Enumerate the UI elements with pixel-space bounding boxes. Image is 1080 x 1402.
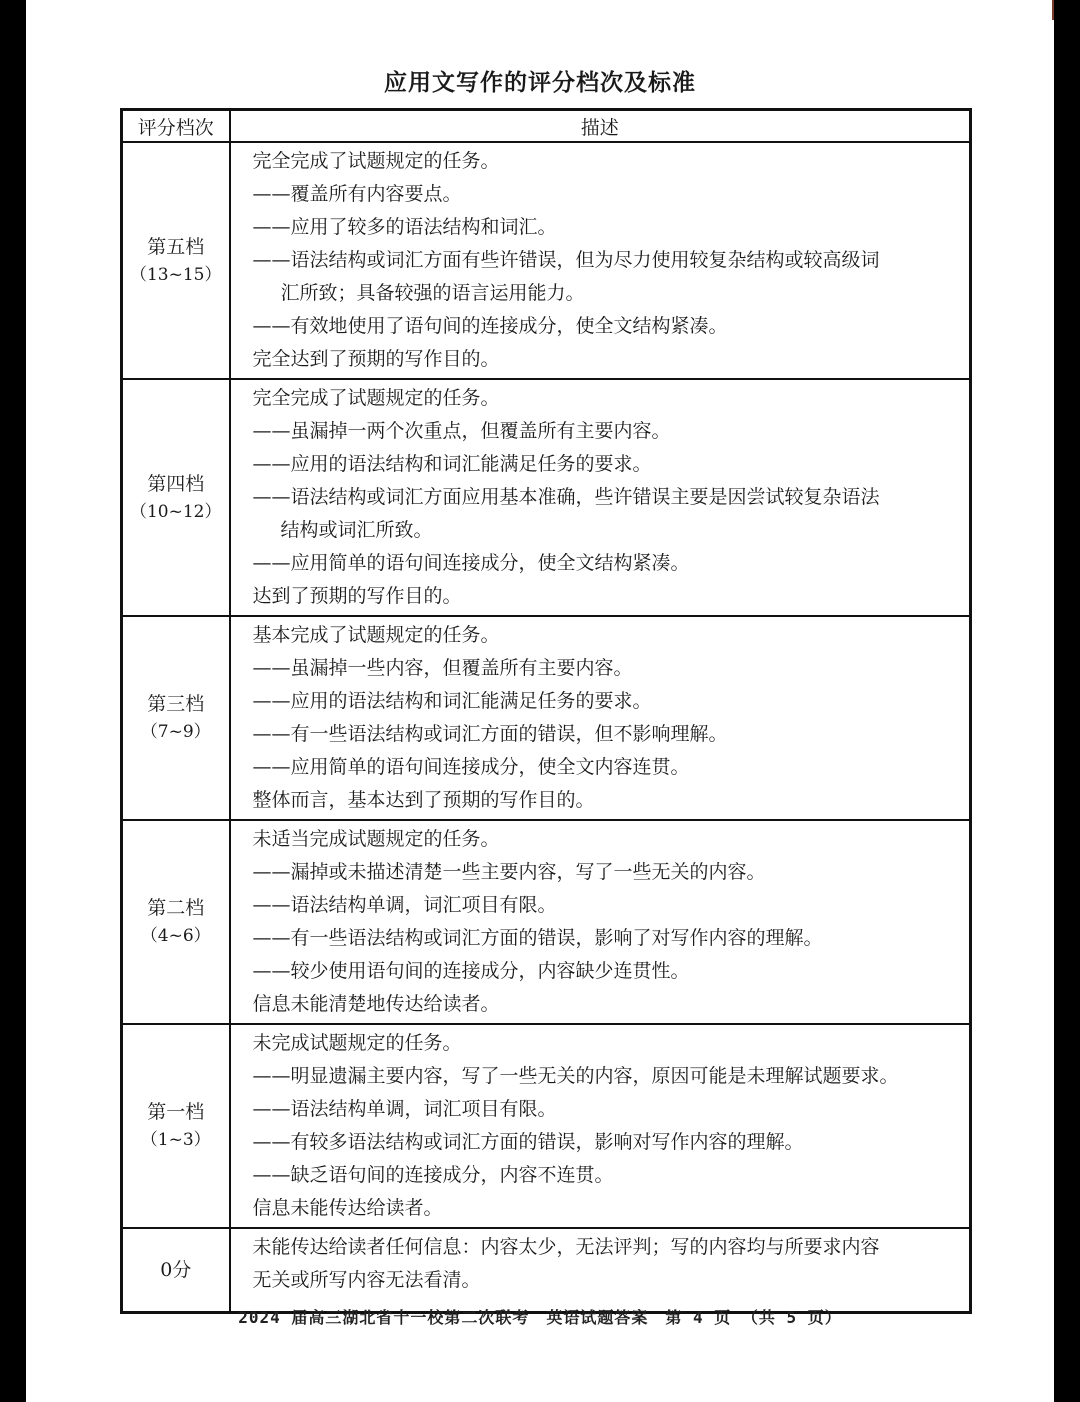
level-cell [122, 1228, 230, 1312]
description-cell [230, 1228, 971, 1312]
rubric-table [120, 108, 972, 1314]
description-line: 信息未能传达给读者。 [252, 1197, 443, 1219]
level-score-range: （4~6） [140, 926, 211, 946]
description-line: ——有效地使用了语句间的连接成分，使全文结构紧凑。 [252, 315, 728, 337]
table-row [122, 616, 971, 820]
level-name: 0分 [160, 1258, 192, 1281]
description-line: ——缺乏语句间的连接成分，内容不连贯。 [252, 1164, 614, 1186]
description-line: ——有一些语法结构或词汇方面的错误，影响了对写作内容的理解。 [252, 927, 823, 949]
level-score-range: （1~3） [140, 1130, 211, 1150]
description-line: 完全完成了试题规定的任务。 [252, 150, 500, 172]
description-line: 达到了预期的写作目的。 [252, 585, 462, 607]
table-row [122, 379, 971, 616]
description-line: ——语法结构单调，词汇项目有限。 [252, 894, 557, 916]
description-cell [230, 1024, 971, 1228]
description-cell [230, 820, 971, 1024]
description-line: ——应用简单的语句间连接成分，使全文内容连贯。 [252, 756, 690, 778]
description-line: 信息未能清楚地传达给读者。 [252, 993, 500, 1015]
level-cell [122, 142, 230, 379]
description-line: ——虽漏掉一些内容，但覆盖所有主要内容。 [252, 657, 633, 679]
page-footer: 2024 届高三湖北省十一校第二次联考 英语试题答案 第 4 页 （共 5 页） [238, 1308, 842, 1327]
page-title: 应用文写作的评分档次及标准 [384, 70, 696, 96]
level-name: 第五档 [147, 235, 205, 258]
level-name: 第三档 [147, 693, 205, 715]
description-line: ——应用了较多的语法结构和词汇。 [252, 216, 557, 238]
level-score-range: （13~15） [129, 264, 222, 285]
description-cell [230, 142, 971, 379]
table-row [122, 820, 971, 1024]
description-line: ——覆盖所有内容要点。 [252, 183, 462, 205]
rubric-body [122, 142, 971, 1312]
description-line: ——应用简单的语句间连接成分，使全文结构紧凑。 [252, 552, 690, 574]
document-page [26, 0, 1054, 1402]
description-line: 未能传达给读者任何信息：内容太少，无法评判；写的内容均与所要求内容 [252, 1236, 880, 1258]
header-description: 描述 [230, 110, 971, 143]
description-cell [230, 379, 971, 616]
description-line: 完全完成了试题规定的任务。 [252, 387, 500, 409]
description-cell [230, 616, 971, 820]
description-line: ——较少使用语句间的连接成分，内容缺少连贯性。 [252, 960, 690, 982]
description-line: ——应用的语法结构和词汇能满足任务的要求。 [252, 690, 652, 712]
level-cell [122, 379, 230, 616]
description-line: ——漏掉或未描述清楚一些主要内容，写了一些无关的内容。 [252, 861, 766, 883]
description-line: ——虽漏掉一两个次重点，但覆盖所有主要内容。 [252, 420, 671, 442]
description-line: ——有较多语法结构或词汇方面的错误，影响对写作内容的理解。 [252, 1131, 804, 1153]
table-row [122, 142, 971, 379]
description-line: 基本完成了试题规定的任务。 [252, 624, 500, 646]
description-line: 整体而言，基本达到了预期的写作目的。 [252, 789, 595, 811]
description-line: 完全达到了预期的写作目的。 [252, 348, 500, 370]
description-line: ——语法结构或词汇方面应用基本准确，些许错误主要是因尝试较复杂语法 [252, 486, 880, 508]
description-line: 汇所致；具备较强的语言运用能力。 [280, 282, 585, 304]
description-line: ——应用的语法结构和词汇能满足任务的要求。 [252, 453, 652, 475]
description-line: 未完成试题规定的任务。 [252, 1032, 462, 1054]
page-edge-mark [1052, 0, 1054, 20]
level-score-range: （7~9） [140, 722, 211, 742]
level-score-range: （10~12） [129, 501, 222, 522]
header-level: 评分档次 [122, 110, 230, 143]
table-row [122, 1024, 971, 1228]
description-line: ——明显遗漏主要内容，写了一些无关的内容，原因可能是未理解试题要求。 [252, 1065, 899, 1087]
level-cell [122, 820, 230, 1024]
level-cell [122, 1024, 230, 1228]
description-line: ——有一些语法结构或词汇方面的错误，但不影响理解。 [252, 723, 728, 745]
level-cell [122, 616, 230, 820]
level-name: 第四档 [147, 472, 205, 495]
level-name: 第一档 [147, 1101, 205, 1123]
description-line: ——语法结构单调，词汇项目有限。 [252, 1098, 557, 1120]
description-line: 未适当完成试题规定的任务。 [252, 828, 500, 850]
table-row [122, 1228, 971, 1312]
description-line: 结构或词汇所致。 [280, 519, 433, 541]
description-line: 无关或所写内容无法看清。 [252, 1269, 481, 1291]
table-header-row [122, 110, 971, 143]
level-name: 第二档 [147, 897, 205, 919]
description-line: ——语法结构或词汇方面有些许错误，但为尽力使用较复杂结构或较高级词 [252, 249, 880, 271]
